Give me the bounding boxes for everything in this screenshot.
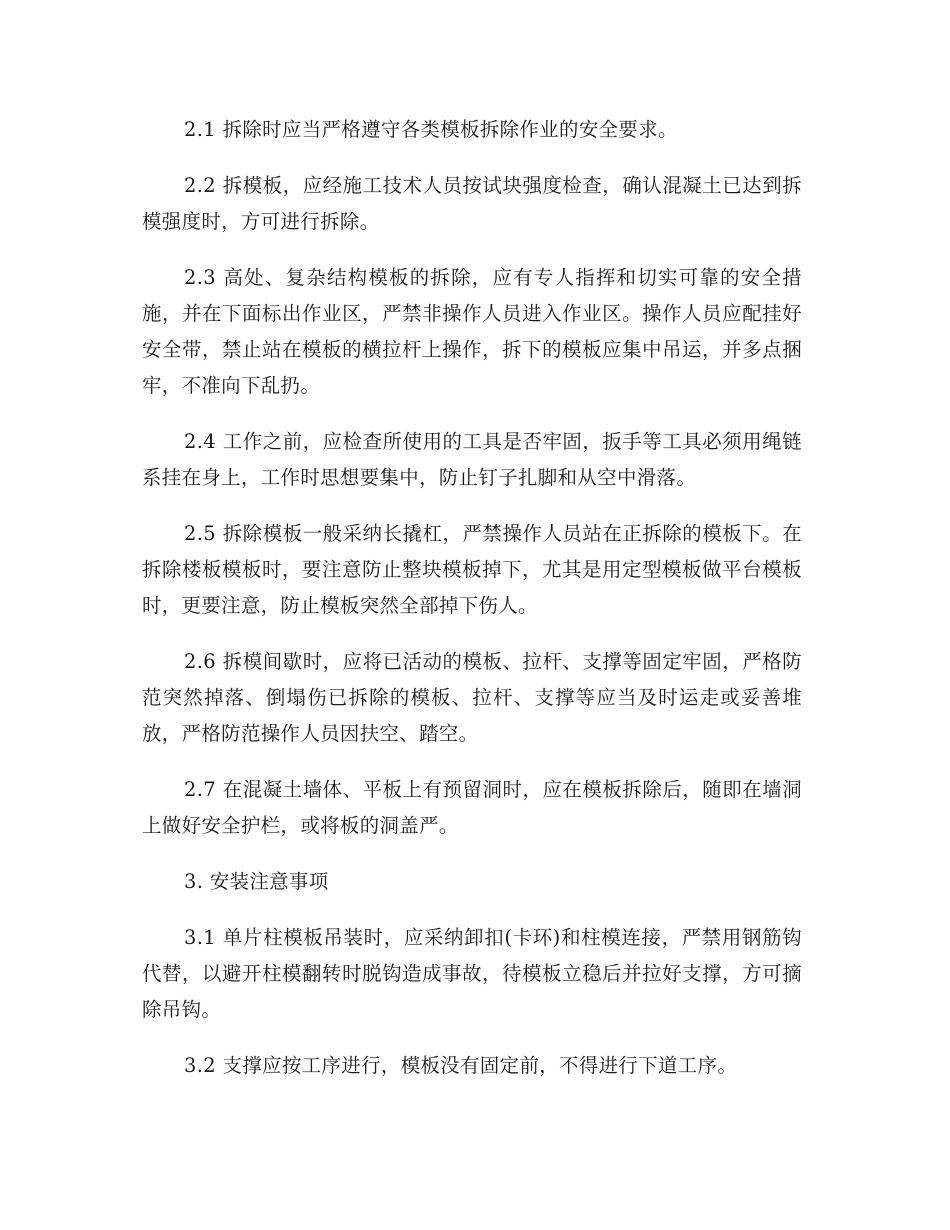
paragraph-2-4: 2.4 工作之前，应检查所使用的工具是否牢固，扳手等工具必须用绳链系挂在身上，工作时思想要集中，防止钉子扎脚和从空中滑落。 [142,430,802,489]
paragraph-2-6: 2.6 拆模间歇时，应将已活动的模板、拉杆、支撑等固定牢固，严格防范突然掉落、倒塌伤已拆除的模板、拉杆、支撑等应当及时运走或妥善堆放，严格防范操作人员因扶空、踏空。 [142,650,802,745]
paragraph-3-1: 3.1 单片柱模板吊装时，应采纳卸扣(卡环)和柱模连接，严禁用钢筋钩代替，以避开柱模翻转时脱钩造成事故，待模板立稳后并拉好支撑，方可摘除吊钩。 [142,926,802,1021]
document-body [142,112,802,1104]
paragraph-2-1: 2.1 拆除时应当严格遵守各类模板拆除作业的安全要求。 [184,118,678,141]
paragraph-2-7: 2.7 在混凝土墙体、平板上有预留洞时，应在模板拆除后，随即在墙洞上做好安全护栏，或将板的洞盖严。 [142,778,802,837]
paragraph-2-2: 2.2 拆模板，应经施工技术人员按试块强度检查，确认混凝土已达到拆模强度时，方可进行拆除。 [142,174,802,233]
paragraph-3-2: 3.2 支撑应按工序进行，模板没有固定前，不得进行下道工序。 [184,1054,738,1077]
section-heading-3: 3. 安装注意事项 [184,870,329,893]
paragraph-2-5: 2.5 拆除模板一般采纳长撬杠，严禁操作人员站在正拆除的模板下。在拆除楼板模板时，要注意防止整块模板掉下，尤其是用定型模板做平台模板时，更要注意，防止模板突然全部掉下伤人。 [142,522,802,617]
paragraph-2-3: 2.3 高处、复杂结构模板的拆除，应有专人指挥和切实可靠的安全措施，并在下面标出作业区，严禁非操作人员进入作业区。操作人员应配挂好安全带，禁止站在模板的横拉杆上操作，拆下的模板应集中吊运，并多点捆牢，不准向下乱扔。 [142,266,802,397]
